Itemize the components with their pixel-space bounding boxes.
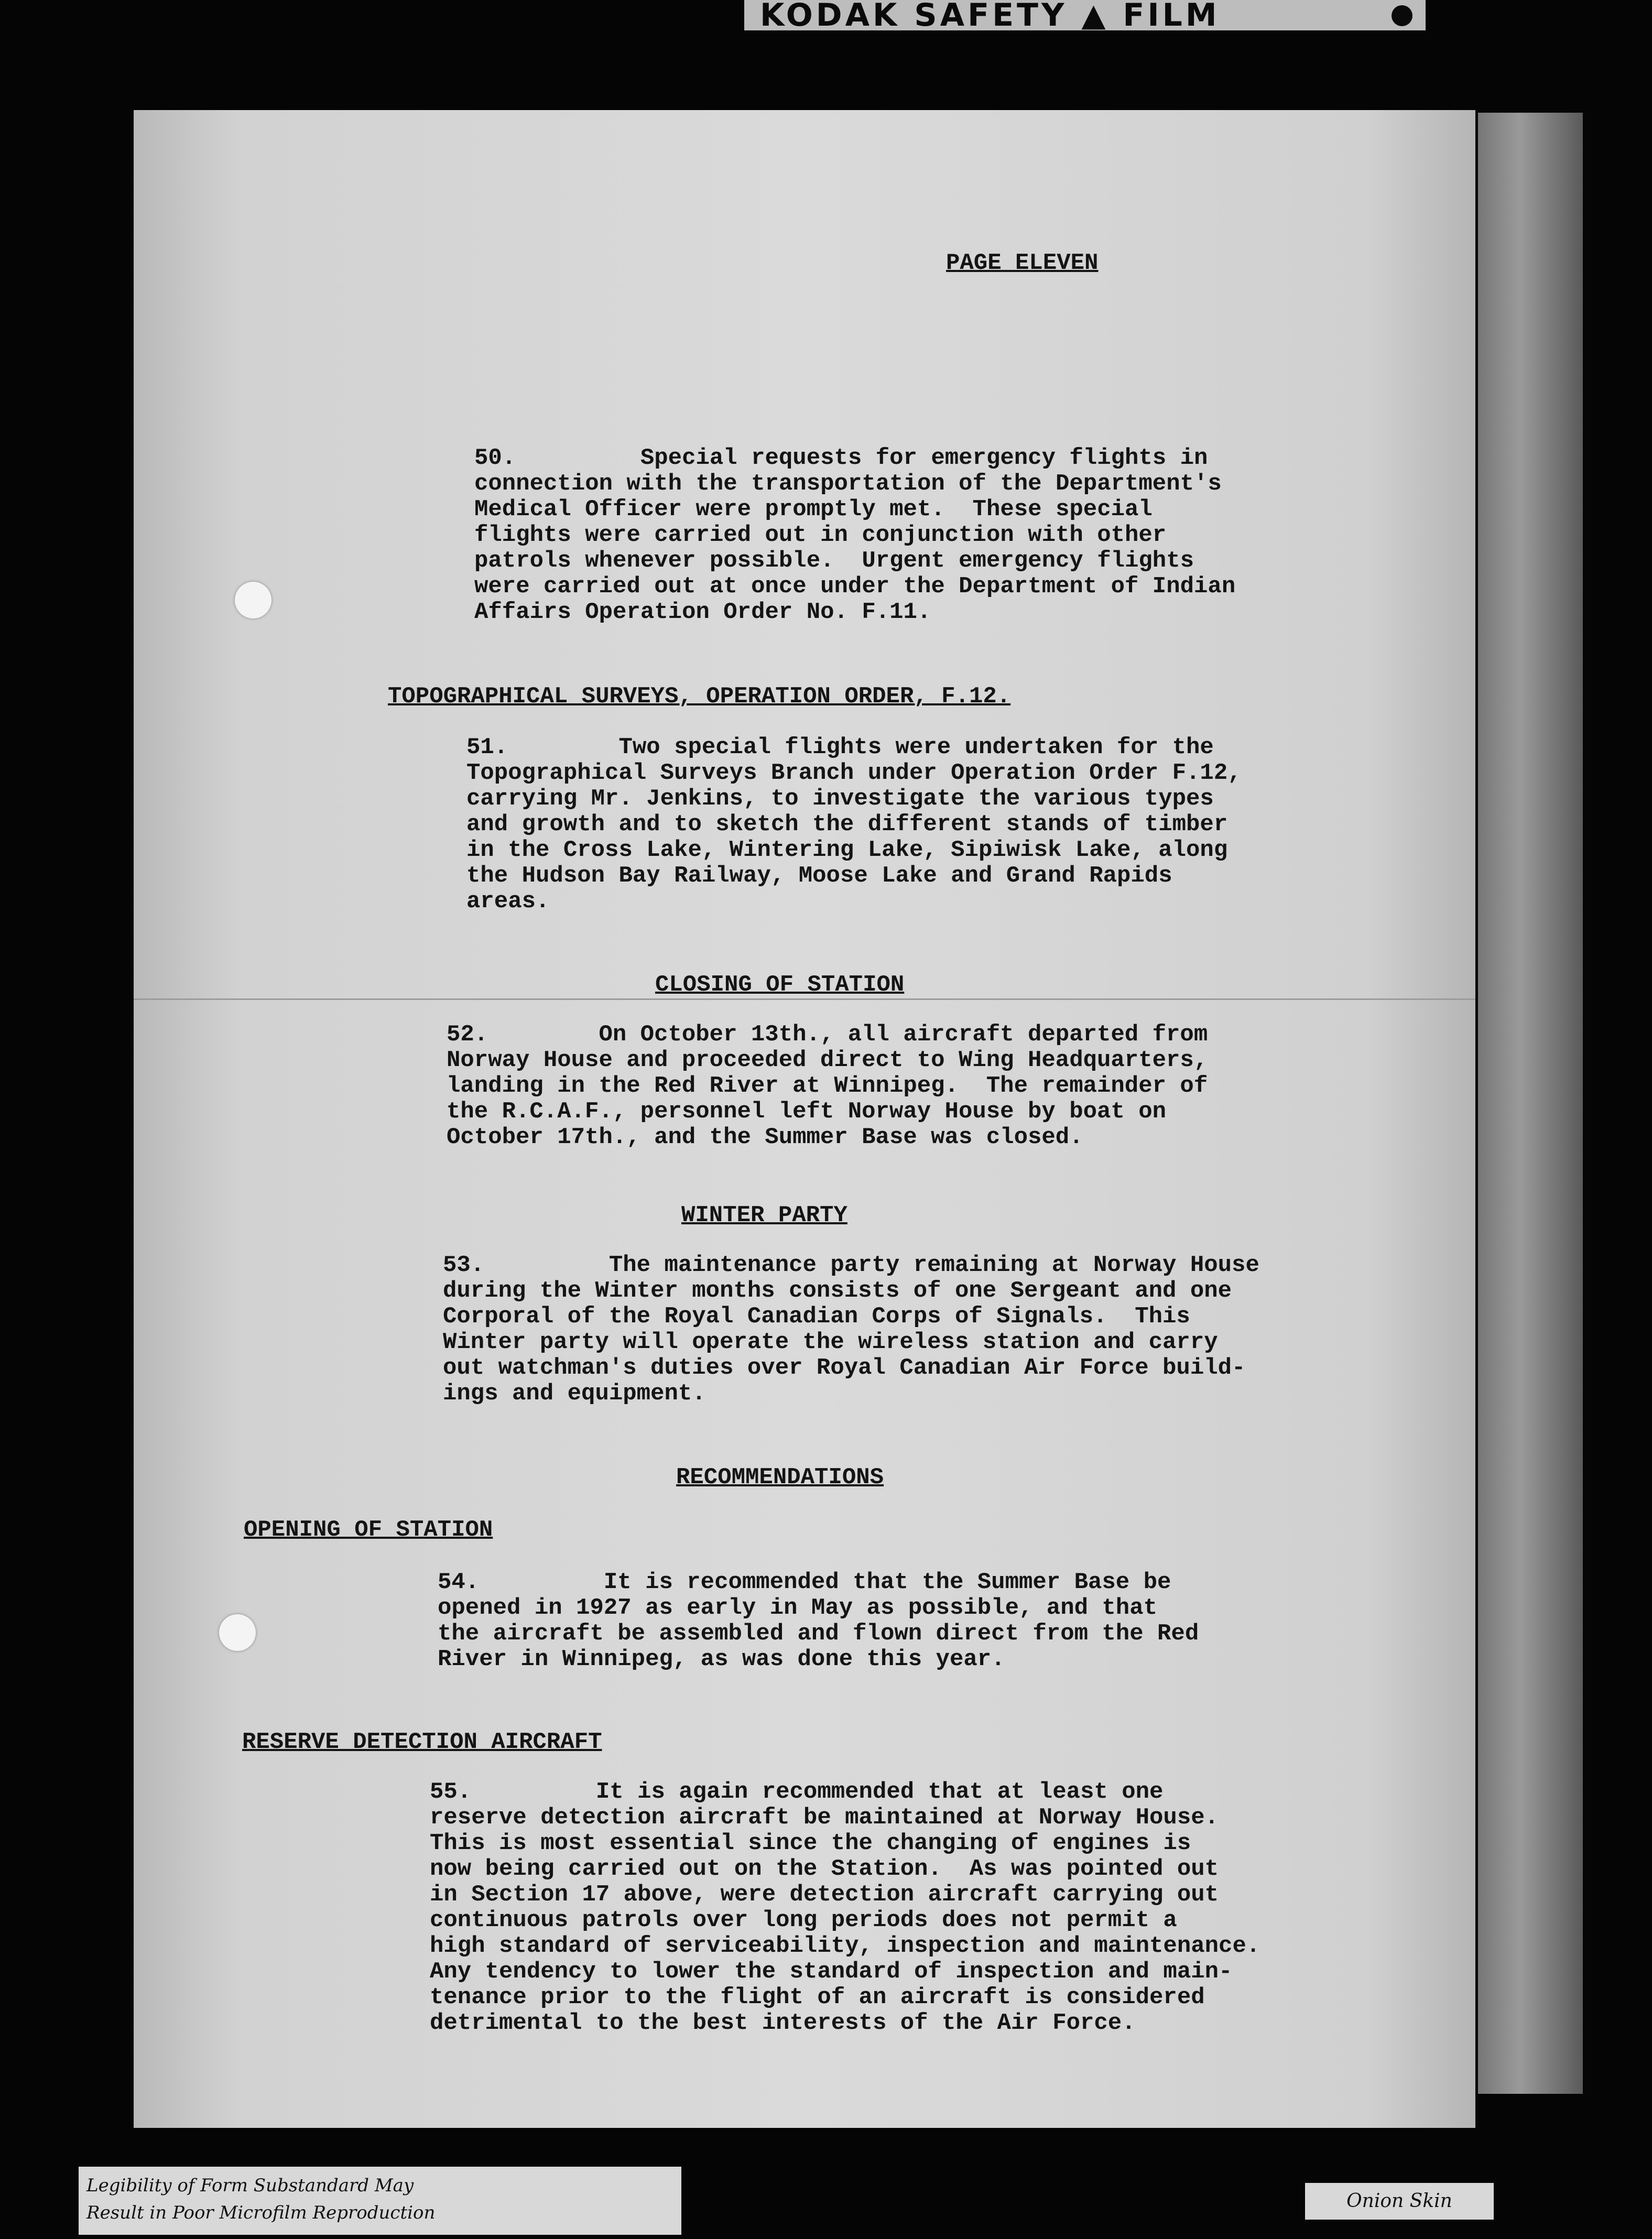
film-edge-label: KODAK SAFETY ▲ FILM	[744, 0, 1426, 30]
section-heading-opening: OPENING OF STATION	[244, 1517, 493, 1543]
punch-hole-lower	[219, 1614, 256, 1651]
section-heading-topographical: TOPOGRAPHICAL SURVEYS, OPERATION ORDER, F.12.	[388, 683, 1011, 710]
paragraph-54: 54. It is recommended that the Summer Base be opened in 1927 as early in May as possible, and that the aircraft be assembled and flown direct from the Red River in Winnipeg, as was done this year.	[438, 1569, 1199, 1672]
page-fold-line	[134, 998, 1475, 1000]
paragraph-53: 53. The maintenance party remaining at Norway House during the Winter months consists of one Sergeant and one Corporal of the Royal Canadian Corps of Signals. This Winter party will operate the wireless station and carry out watchman's duties over Royal Canadian Air Force build- ings and equipment.	[443, 1252, 1259, 1407]
section-heading-closing: CLOSING OF STATION	[655, 972, 905, 998]
legibility-note: Legibility of Form Substandard May Result in Poor Microfilm Reproduction	[79, 2167, 681, 2235]
page-edge-shadow	[1478, 113, 1583, 2094]
punch-hole-upper	[235, 582, 271, 618]
paper-type-label: Onion Skin	[1305, 2183, 1494, 2220]
paragraph-50: 50. Special requests for emergency flights in connection with the transportation of the Department's Medical Officer were promptly met. These special flights were carried out in conjunction with other patrols whenever possible. Urgent emergency flights were carried out at once under the Department of Indian Affairs Operation Order No. F.11.	[474, 445, 1236, 625]
paragraph-51: 51. Two special flights were undertaken for the Topographical Surveys Branch under Operation Order F.12, carrying Mr. Jenkins, to investigate the various types and growth and to sketch the different stands of timber in the Cross Lake, Wintering Lake, Sipiwisk Lake, along the Hudson Bay Railway, Moose Lake and Grand Rapids areas.	[466, 734, 1242, 915]
section-heading-recommendations: RECOMMENDATIONS	[676, 1464, 884, 1491]
page-heading: PAGE ELEVEN	[946, 250, 1099, 276]
section-heading-winter: WINTER PARTY	[681, 1202, 847, 1229]
paragraph-55: 55. It is again recommended that at least one reserve detection aircraft be maintained at Norway House. This is most essential since the changing of engines is now being carried out on the Station. As was pointed out in Section 17 above, were detection aircraft carrying out continuous patrols over long periods does not permit a high standard of serviceability, inspection and maintenance. Any tendency to lower the standard of inspection and main- tenance prior to the flight of an aircraft is considered detrimental to the best interests of the Air Force.	[430, 1779, 1260, 2036]
section-heading-reserve: RESERVE DETECTION AIRCRAFT	[242, 1729, 602, 1755]
paragraph-52: 52. On October 13th., all aircraft departed from Norway House and proceeded direct to Wing Headquarters, landing in the Red River at Winnipeg. The remainder of the R.C.A.F., personnel left Norway House by boat on October 17th., and the Summer Base was closed.	[447, 1021, 1208, 1150]
film-sprocket-dot	[1392, 5, 1412, 26]
